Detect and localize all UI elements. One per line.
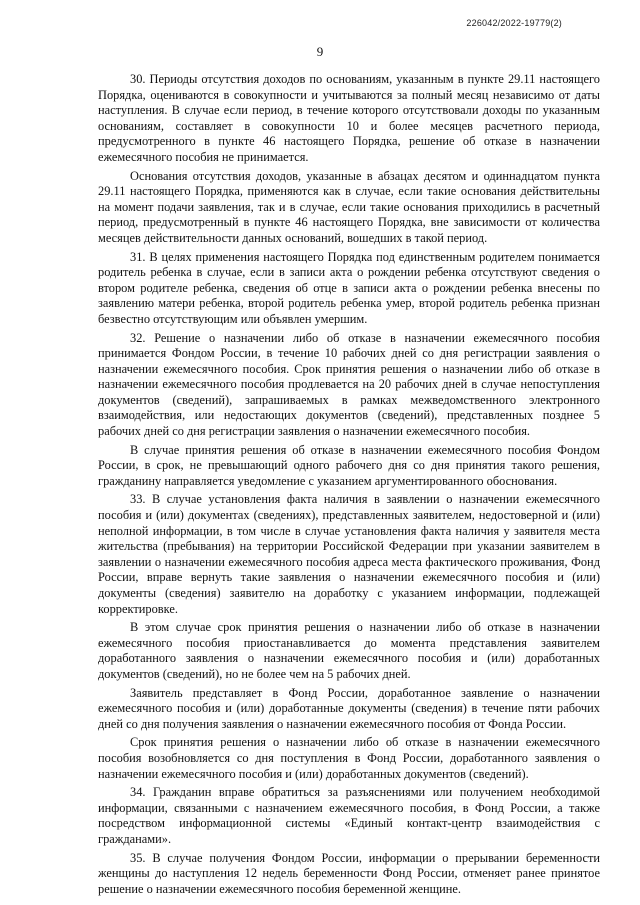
paragraph-33: 33. В случае установления факта наличия в заявлении о назначении ежемесячного пособия и (или) документах (сведениях), представленных заявителем, недостоверной и (или) неполной информации, в том числе в случае установления факта наличия у заявителя места жительства (пребывания) на территории Российской Федерации при указании заявителем в заявлении о назначении ежемесячного пособия адреса места фактического проживания, Фонд России, вправе вернуть такие заявления о назначении ежемесячного пособия и (или) документы (сведения) заявителю на доработку с указанием информации, подлежащей корректировке. [98,492,600,616]
paragraph-31: 31. В целях применения настоящего Порядка под единственным родителем понимается родитель ребенка в случае, если в записи акта о рождении ребенка отсутствуют сведения о втором родителе ребенка, сведения об отце в записи акта о рождении ребенка внесены по заявлению матери ребенка, второй родитель ребенка умер, второй родитель ребенка признан безвестно отсутствующим или объявлен умершим. [98,249,600,326]
document-id: 226042/2022-19779(2) [466,18,562,28]
paragraph-33-resumption: Срок принятия решения о назначении либо об отказе в назначении ежемесячного пособия возобновляется со дня поступления в Фонд России, доработанного заявления о назначении ежемесячного пособия и (или) доработанных документов (сведений). [98,735,600,781]
paragraph-32: 32. Решение о назначении либо об отказе в назначении ежемесячного пособия принимается Фондом России, в течение 10 рабочих дней со дня регистрации заявления о назначении ежемесячного пособия. Срок принятия решения о назначении либо об отказе в назначении ежемесячного пособия продлевается на 20 рабочих дней в случае непоступления документов (сведений), запрашиваемых в рамках межведомственного электронного взаимодействия, или недостающих документов (сведений), представленных позднее 5 рабочих дней со дня регистрации заявления о назначении ежемесячного пособия. [98,330,600,439]
paragraph-32-refusal: В случае принятия решения об отказе в назначении ежемесячного пособия Фондом России, в срок, не превышающий одного рабочего дня со дня принятия такого решения, гражданину направляется уведомление с указанием аргументированного обоснования. [98,442,600,488]
paragraph-33-suspension: В этом случае срок принятия решения о назначении либо об отказе в назначении ежемесячного пособия приостанавливается до момента представления заявителем доработанного заявления о назначении ежемесячного пособия и (или) доработанных документов (сведений), но не более чем на 5 рабочих дней. [98,620,600,681]
paragraph-30-grounds: Основания отсутствия доходов, указанные в абзацах десятом и одиннадцатом пункта 29.11 настоящего Порядка, применяются как в случае, если такие основания действительны на момент подачи заявления, так и в случае, если такие основания приходились в расчетный период, предусмотренный в пункте 46 настоящего Порядка, вне зависимости от количества месяцев действительности данных оснований, вошедших в такой период. [98,168,600,245]
paragraph-34: 34. Гражданин вправе обратиться за разъяснениями или получением необходимой информации, связанными с назначением ежемесячного пособия, в Фонд России, а также посредством информационной системы «Единый контакт-центр взаимодействия с гражданами». [98,785,600,846]
document-body [98,72,600,900]
paragraph-33-resubmission: Заявитель представляет в Фонд России, доработанное заявление о назначении ежемесячного пособия и (или) доработанные документы (сведения) в течение пяти рабочих дней со дня получения заявления о назначении ежемесячного пособия от Фонда России. [98,685,600,731]
paragraph-35: 35. В случае получения Фондом России, информации о прерывании беременности женщины до наступления 12 недель беременности Фонд России, отменяет ранее принятое решение о назначении ежемесячного пособия беременной женщине. [98,850,600,896]
paragraph-30: 30. Периоды отсутствия доходов по основаниям, указанным в пункте 29.11 настоящего Порядка, оцениваются в совокупности и учитываются за полный месяц независимо от даты наступления. В случае если период, в течение которого отсутствовали доходы по указанным основаниям, составляет в совокупности 10 и более месяцев расчетного периода, предусмотренного в пункте 46 настоящего Порядка, решение об отказе в назначении ежемесячного пособия не принимается. [98,72,600,164]
page-number: 9 [316,44,324,59]
